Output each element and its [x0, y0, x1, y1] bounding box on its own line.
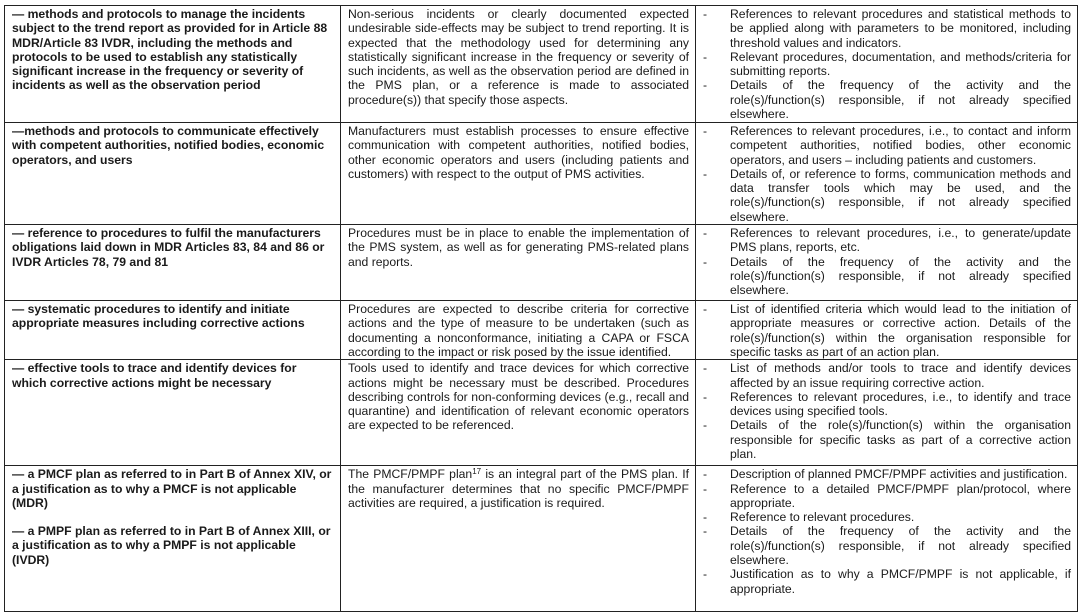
- bullet-dash-icon: -: [703, 524, 708, 539]
- guidance-cell: Procedures are expected to describe criteria for corrective actions and the type of measure to be undertaken (such as documenting a nonconformance, initiating a CAPA or FSCA according to the impact or risk posed by the issue identified.: [341, 301, 696, 360]
- bullet-dash-icon: -: [703, 510, 708, 525]
- evidence-item: - References to relevant procedures and statistical methods to be applied along with parameters to be monitored, including threshold values and indicators.: [703, 7, 1071, 50]
- bullet-dash-icon: -: [703, 467, 708, 482]
- requirement-text: — methods and protocols to manage the incidents subject to the trend report as provided for in Article 88 MDR/Article 83 IVDR, including the methods and protocols to be used to establish any statistically significant increase in the frequency or severity of incidents as well as the observation period: [12, 7, 328, 93]
- table-row: [5, 301, 1078, 360]
- bullet-dash-icon: -: [703, 418, 708, 433]
- evidence-item: - List of methods and/or tools to trace and identify devices affected by an issue requiring corrective action.: [703, 361, 1071, 390]
- evidence-item: - Relevant procedures, documentation, and methods/criteria for submitting reports.: [703, 49, 1071, 79]
- bullet-dash-icon: -: [703, 302, 708, 317]
- bullet-dash-icon: -: [703, 226, 708, 241]
- guidance-cell: Tools used to identify and trace devices for which corrective actions might be necessary must be described. Procedures describing controls for non-conforming devices (e.g., recall and quarantine) and identification of relevant economic operators are expected to be referenced.: [341, 360, 696, 466]
- requirement-text: —methods and protocols to communicate effectively with competent authorities, notified bodies, economic operators, and users: [12, 124, 325, 167]
- table-row: [5, 360, 1078, 466]
- evidence-cell: [696, 360, 1078, 466]
- guidance-cell: The PMCF/PMPF plan$^{17}$ is an integral part of the PMS plan. If the manufacturer determines that no specific PMCF/PMPF activities are required, a justification is required.: [341, 466, 696, 612]
- bullet-dash-icon: -: [703, 7, 708, 21]
- requirement-cell: [5, 466, 341, 612]
- evidence-cell: [696, 301, 1078, 360]
- table-row: [5, 123, 1078, 225]
- requirement-text: — a PMCF plan as referred to in Part B of Annex XIV, or a justification as to why a PMCF is not applicable (MDR): [12, 467, 332, 510]
- evidence-item: - Details of, or reference to forms, communication methods and data transfer tools which may be used, and the role(s)/function(s) responsible, if not already specified elsewhere.: [703, 166, 1071, 224]
- table-row: [5, 225, 1078, 301]
- evidence-item: - Reference to relevant procedures.: [703, 510, 915, 525]
- evidence-item: - List of identified criteria which would lead to the initiation of appropriate measures or corrective action. Details of the role(s)/function(s) within the organisation responsible for specific tasks as part of an action plan.: [703, 302, 1071, 359]
- pms-requirements-table: [4, 5, 1078, 612]
- footnote-reference[interactable]: 17: [472, 467, 482, 477]
- evidence-item: - References to relevant procedures, i.e., to contact and inform competent authorities, notified bodies, other economic operators, and users – including patients and customers.: [703, 124, 1071, 167]
- bullet-dash-icon: -: [703, 49, 708, 64]
- requirement-cell: [5, 225, 341, 301]
- requirement-text: — systematic procedures to identify and initiate appropriate measures including corrective actions: [12, 302, 305, 331]
- evidence-item: - Details of the frequency of the activity and the role(s)/function(s) responsible, if not already specified elsewhere.: [703, 254, 1071, 298]
- evidence-cell: [696, 225, 1078, 301]
- requirement-cell: [5, 360, 341, 466]
- guidance-cell: Manufacturers must establish processes to ensure effective communication with competent authorities, notified bodies, other economic operators and users (including patients and customers) with respect to the output of PMS activities.: [341, 123, 696, 225]
- table-row: [5, 6, 1078, 123]
- bullet-dash-icon: -: [703, 124, 708, 138]
- bullet-dash-icon: -: [703, 481, 708, 496]
- evidence-cell: [696, 123, 1078, 225]
- evidence-item: - References to relevant procedures, i.e., to generate/update PMS plans, reports, etc.: [703, 226, 1071, 255]
- requirement-text: — a PMPF plan as referred to in Part B of Annex XIII, or a justification as to why a PMPF is not applicable (IVDR): [12, 524, 331, 567]
- evidence-item: - Description of planned PMCF/PMPF activities and justification.: [703, 467, 1068, 482]
- requirement-cell: [5, 123, 341, 225]
- table-row: [5, 466, 1078, 612]
- bullet-dash-icon: -: [703, 389, 708, 404]
- requirement-text: — effective tools to trace and identify devices for which corrective actions might be necessary: [12, 361, 297, 390]
- evidence-item: - Details of the frequency of the activity and the role(s)/function(s) responsible, if not already specified elsewhere.: [703, 524, 1071, 568]
- bullet-dash-icon: -: [703, 567, 708, 582]
- requirement-text: — reference to procedures to fulfil the manufacturers obligations laid down in MDR Articles 83, 84 and 86 or IVDR Articles 78, 79 and 81: [12, 226, 325, 269]
- evidence-item: - Details of the frequency of the activity and the role(s)/function(s) responsible, if not already specified elsewhere.: [703, 78, 1071, 122]
- evidence-item: - Reference to a detailed PMCF/PMPF plan/protocol, where appropriate.: [703, 481, 1071, 510]
- bullet-dash-icon: -: [703, 361, 708, 376]
- bullet-dash-icon: -: [703, 254, 708, 269]
- requirement-cell: [5, 6, 341, 123]
- evidence-item: - Justification as to why a PMCF/PMPF is not applicable, if appropriate.: [703, 567, 1071, 596]
- guidance-cell: Non-serious incidents or clearly documented expected undesirable side-effects may be subject to trend reporting. It is expected that the methodology used for determining any statistically significant increase in the frequency or severity of such incidents, as well as the observation period are defined in the PMS plan, or a reference is made to associated procedure(s)) that specify those aspects.: [341, 6, 696, 123]
- bullet-dash-icon: -: [703, 166, 708, 181]
- evidence-item: - References to relevant procedures, i.e., to identify and trace devices using specified tools.: [703, 389, 1071, 419]
- evidence-cell: [696, 6, 1078, 123]
- requirement-cell: [5, 301, 341, 360]
- bullet-dash-icon: -: [703, 78, 708, 93]
- guidance-cell: Procedures must be in place to enable the implementation of the PMS system, as well as for generating PMS-related plans and reports.: [341, 225, 696, 301]
- evidence-item: - Details of the role(s)/function(s) within the organisation responsible for specific tasks as part of a corrective action plan.: [703, 418, 1071, 462]
- evidence-cell: [696, 466, 1078, 612]
